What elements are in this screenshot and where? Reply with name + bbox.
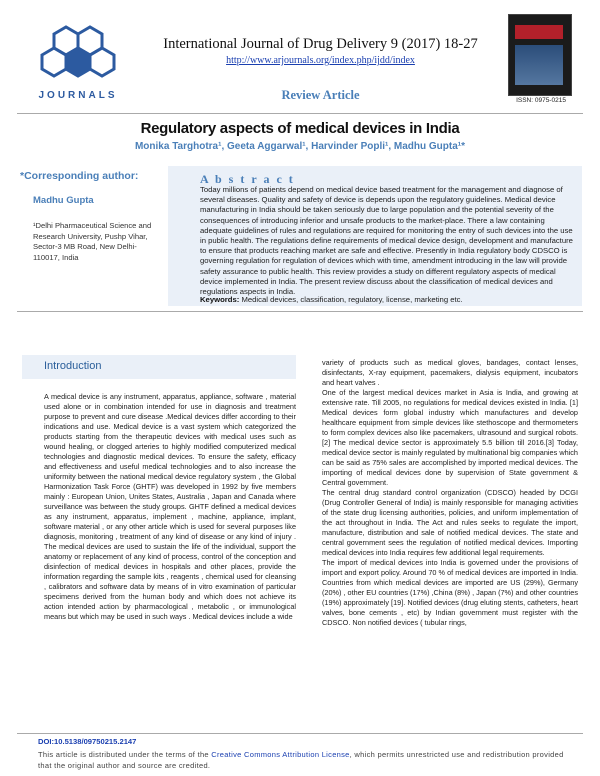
divider	[17, 733, 583, 734]
logo-text: JOURNALS	[38, 90, 118, 101]
body-column-right	[322, 358, 578, 628]
doi-link[interactable]: DOI:10.5138/09750215.2147	[38, 737, 137, 746]
abstract-heading: A b s t r a c t	[200, 172, 295, 186]
keywords	[200, 295, 575, 304]
author-affiliation: ¹Delhi Pharmaceutical Science and Research University, Pushp Vihar, Sector-3 MB Road, New Delhi-110017, India	[33, 221, 152, 262]
abstract-text: Today millions of patients depend on medical device based treatment for the management and diagnose of several diseases. Quality and safety of device is depends upon the regulatory guidelines. Medical device manufacturing in India should be taken seriously due to large population and the potential severity of the consequences of introducing inferior and unsafe products to the market-place. There a law containing adequate guidelines of rules and regulations are required for monitoring the entry of such devices into the use in public health. The regulations define requirements of medical device design, development and manufacture to ensure that products reaching market are safe and effective. Presently in India regulatory body CDSCO is governing regulation for regulation of devices which with time, amendment introducing in the law will provide safety assurance to public health. This review provides a study on different regulatory aspects of medical device implemented in India. The present review discuss about the classification of medical devices and regulations aspects in India.	[200, 185, 573, 297]
keywords-label: Keywords:	[200, 295, 240, 304]
paragraph: The import of medical devices into India is governed under the provisions of import and export policy. Around 70 % of medical devices are imported in India. Countries from which medical devices are imported are US (29%), Germany (20%) , other EU countries (17%) ,China (8%) , Japan (7%) and other countries (19%) approximately [19]. Notified devices (drug eluting stents, catheters, heart valves, bone cements , etc) by Indian government must register with the CDSCO. Non notified devices ( tubular rings,	[322, 558, 578, 627]
article-type: Review Article	[281, 88, 360, 102]
journal-title: International Journal of Drug Delivery 9 (2017) 18-27	[163, 36, 478, 52]
paper-title: Regulatory aspects of medical devices in India	[140, 120, 460, 137]
paragraph: The central drug standard control organization (CDSCO) headed by DCGI (Drug Controller General of India) is mainly responsible for managing activities of the state drug licensing authorities, policies, and uniform implementation of the act throughout in India. The Act and rules seeks to regulate the import, manufacture, distribution and sale of notified medical devices. The state and central government sees the regulation of notified medical devices. Importing medical devices into India requires few additional legal requirements.	[322, 488, 578, 557]
license-notice: This article is distributed under the terms of the Creative Commons Attribution License, which permits unrestricted use and redistribution provided that the original author and source are credited.	[38, 750, 564, 770]
issn: ISSN: 0975-0215	[516, 97, 566, 104]
corresponding-author-label: *Corresponding author:	[20, 170, 139, 182]
divider	[17, 113, 583, 114]
introduction-heading: Introduction	[44, 360, 102, 372]
divider	[17, 311, 583, 312]
body-column-left: A medical device is any instrument, apparatus, appliance, software , material used alone or in combination intended for use in diagnosis and treatment purpose to prevent and cure disease .Medical devices differ according to their indications and use. Medical device is a vast system which categorized the products starting from the therapeutic devices with medical uses such as wound healing, or clogged arteries to highly modified computerized medical technologies and diagnostic medical devices. To ensure the safety, efficacy and effectiveness and useful medical technologies and to also increase the uniformity between the national medical device regulatory system , the Global Harmonization Task Force (GHTF) was developed in 1992 by five members mainly : European Union, Unites States, Australia , Japan and Canada where surveillance was between the study groups. GHTF defined a medical devices as any instrument, apparatus, implement , machine, appliance, implant, software material , or any other article which is used for several purposes like diagnosis, monitoring , treatment of any kind of disease or any kind of injury . The medical devices are used to sustain the life of the individual, support the anatomy or replacement of any kind of process, control of the conception and disinfection of medical devices in hospitals and other places, provide the information regarding the sample kits , reagents , chemical used for cleansing , calibrators and software data by means of in vitro examination of particular specimens derived from the human body and which does not achieve its action intended action by pharmacological , metabolic , or immunological means but which may be used in such ways . Medical devices include a wide	[44, 392, 296, 621]
journal-cover-image	[508, 14, 572, 96]
journal-logo	[20, 20, 138, 106]
license-link[interactable]: Creative Commons Attribution License	[211, 750, 350, 759]
keywords-list: Medical devices, classification, regulatory, license, marketing etc.	[241, 295, 463, 304]
paragraph: variety of products such as medical gloves, bandages, contact lenses, disinfectants, X-ray equipment, pacemakers, dialysis equipment, incubators and heart valves .	[322, 358, 578, 387]
author-list: Monika Targhotra¹, Geeta Aggarwal¹, Harvinder Popli¹, Madhu Gupta¹*	[134, 141, 466, 152]
corresponding-author-name: Madhu Gupta	[33, 195, 94, 206]
paragraph: One of the largest medical devices market in Asia is India, and growing at extensive rate. Till 2005, no regulations for medical devices existed in India. [1] Medical devices form global industry which manufactures and develop healthcare equipment from simple devices like stethoscope and thermometers to form complex devices also like pacemakers, ultrasound and surgical robots.[2] The medical device sector is approximately 5.5 billion till 2016.[3] Today, medical device sector is mainly regulated by multinational big companies which can be said as 75% sales are accomplished by imported medical devices. The importing of medical devices done by supervision of State government & Central government.	[322, 388, 578, 487]
journal-url-link[interactable]: http://www.arjournals.org/index.php/ijdd/index	[226, 55, 415, 66]
